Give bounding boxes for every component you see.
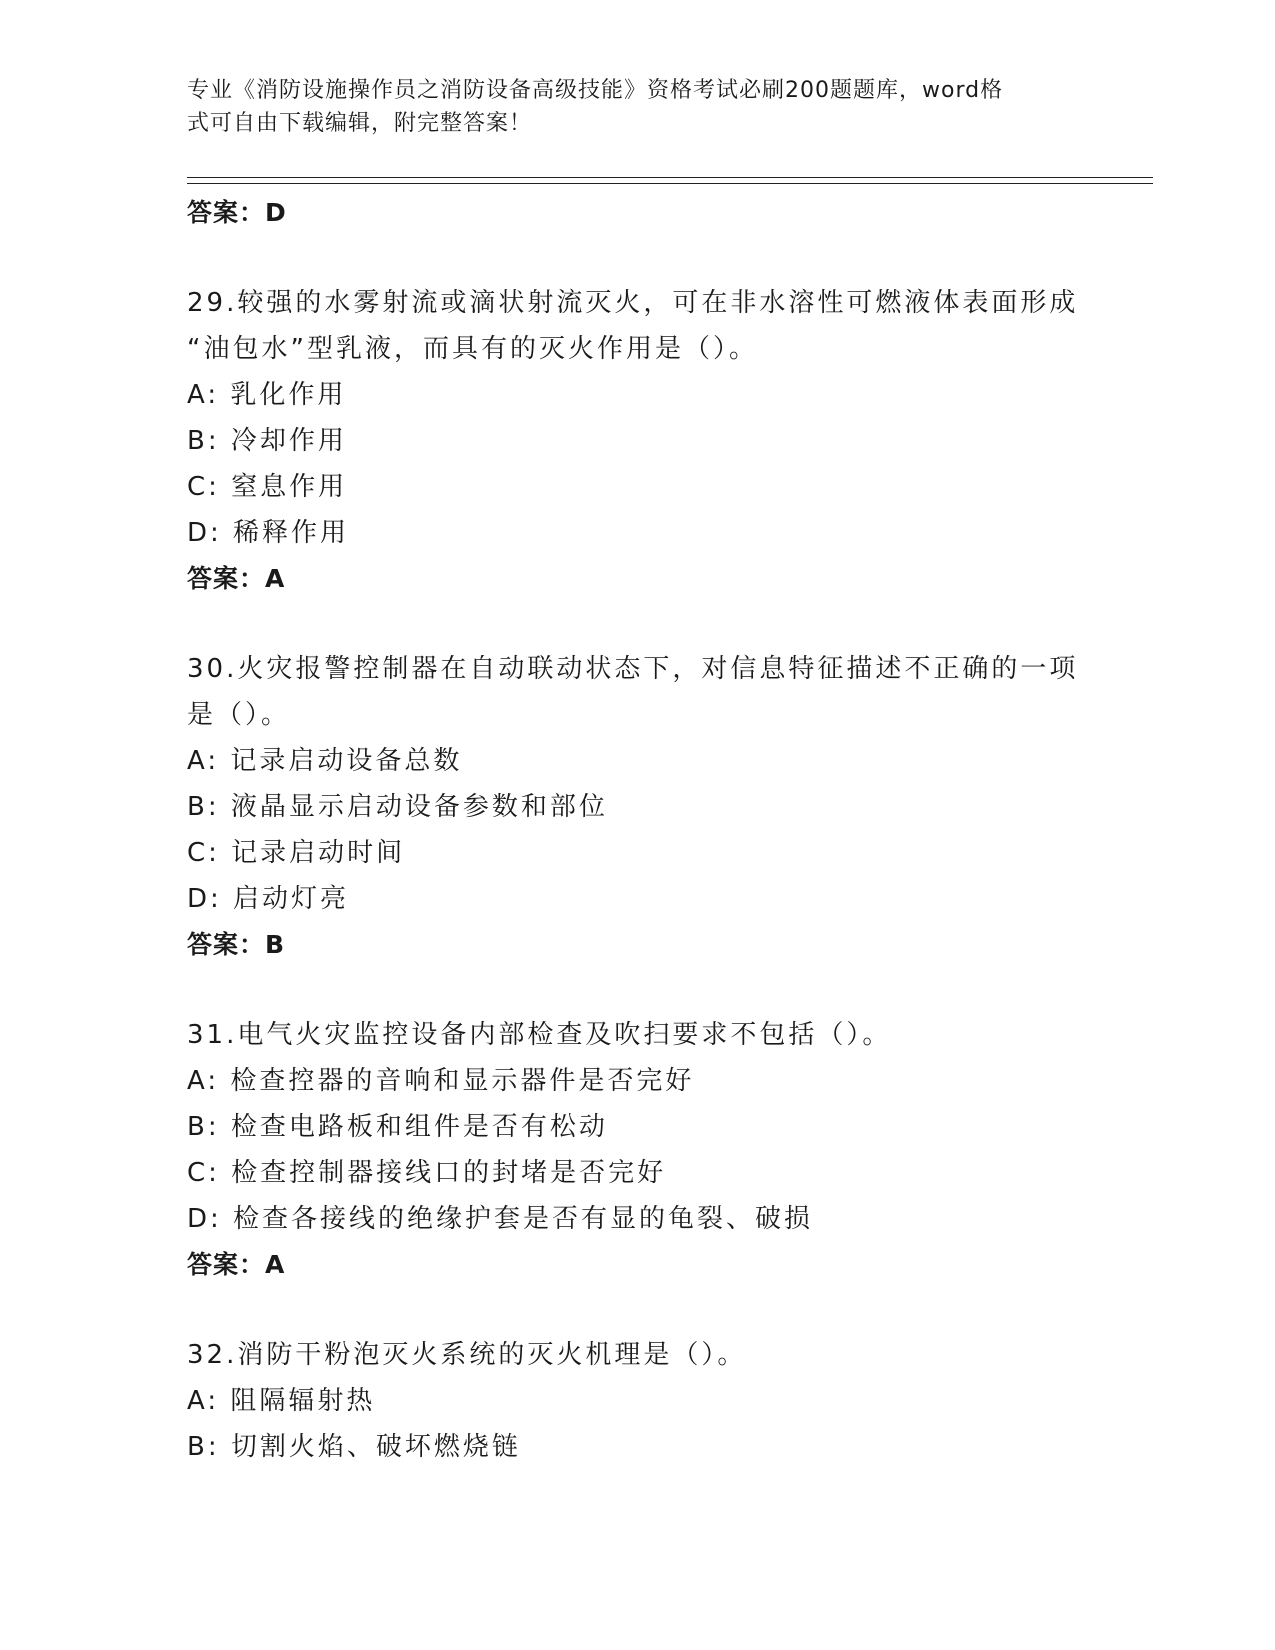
question-block bbox=[187, 280, 1087, 602]
header-line-1: 专业《消防设施操作员之消防设备高级技能》资格考试必刷200题题库，word格 bbox=[187, 78, 1004, 103]
option-a: A: 阻隔辐射热 bbox=[187, 1386, 376, 1416]
question-block bbox=[187, 1332, 1087, 1470]
header-divider-top bbox=[187, 177, 1153, 178]
document-header bbox=[187, 74, 1067, 140]
option-d: D: 启动灯亮 bbox=[187, 884, 350, 914]
question-stem: 31.电气火灾监控设备内部检查及吹扫要求不包括（）。 bbox=[187, 1020, 892, 1050]
header-divider-bottom bbox=[187, 183, 1153, 184]
header-line-2: 式可自由下载编辑，附完整答案！ bbox=[187, 111, 533, 136]
question-stem: 29.较强的水雾射流或滴状射流灭火，可在非水溶性可燃液体表面形成 bbox=[187, 288, 1079, 318]
option-c: C: 窒息作用 bbox=[187, 472, 348, 502]
question-stem: 是（）。 bbox=[187, 700, 291, 730]
option-b: B: 液晶显示启动设备参数和部位 bbox=[187, 792, 608, 822]
answer-label: 答案： bbox=[187, 198, 266, 227]
answer-line bbox=[187, 1242, 1087, 1288]
option-b: B: 检查电路板和组件是否有松动 bbox=[187, 1112, 608, 1142]
answer-label: 答案： bbox=[187, 1250, 266, 1279]
answer-value: B bbox=[265, 930, 286, 959]
option-a: A: 检查控器的音响和显示器件是否完好 bbox=[187, 1066, 695, 1096]
question-stem: 30.火灾报警控制器在自动联动状态下，对信息特征描述不正确的一项 bbox=[187, 654, 1079, 684]
question-stem: “油包水”型乳液，而具有的灭火作用是（）。 bbox=[187, 334, 758, 364]
option-c: C: 记录启动时间 bbox=[187, 838, 406, 868]
option-a: A: 乳化作用 bbox=[187, 380, 347, 410]
question-list bbox=[187, 190, 1087, 1470]
answer-line bbox=[187, 922, 1087, 968]
answer-label: 答案： bbox=[187, 930, 266, 959]
option-c: C: 检查控制器接线口的封堵是否完好 bbox=[187, 1158, 667, 1188]
option-b: B: 冷却作用 bbox=[187, 426, 347, 456]
answer-value: D bbox=[265, 198, 287, 227]
option-b: B: 切割火焰、破坏燃烧链 bbox=[187, 1432, 521, 1462]
question-stem: 32.消防干粉泡灭火系统的灭火机理是（）。 bbox=[187, 1340, 747, 1370]
answer-value: A bbox=[265, 564, 286, 593]
question-block bbox=[187, 1012, 1087, 1288]
answer-line bbox=[187, 556, 1087, 602]
option-a: A: 记录启动设备总数 bbox=[187, 746, 463, 776]
answer-line bbox=[187, 190, 1087, 236]
option-d: D: 稀释作用 bbox=[187, 518, 350, 548]
option-d: D: 检查各接线的绝缘护套是否有显的龟裂、破损 bbox=[187, 1204, 814, 1234]
answer-label: 答案： bbox=[187, 564, 266, 593]
answer-value: A bbox=[265, 1250, 286, 1279]
question-block bbox=[187, 646, 1087, 968]
